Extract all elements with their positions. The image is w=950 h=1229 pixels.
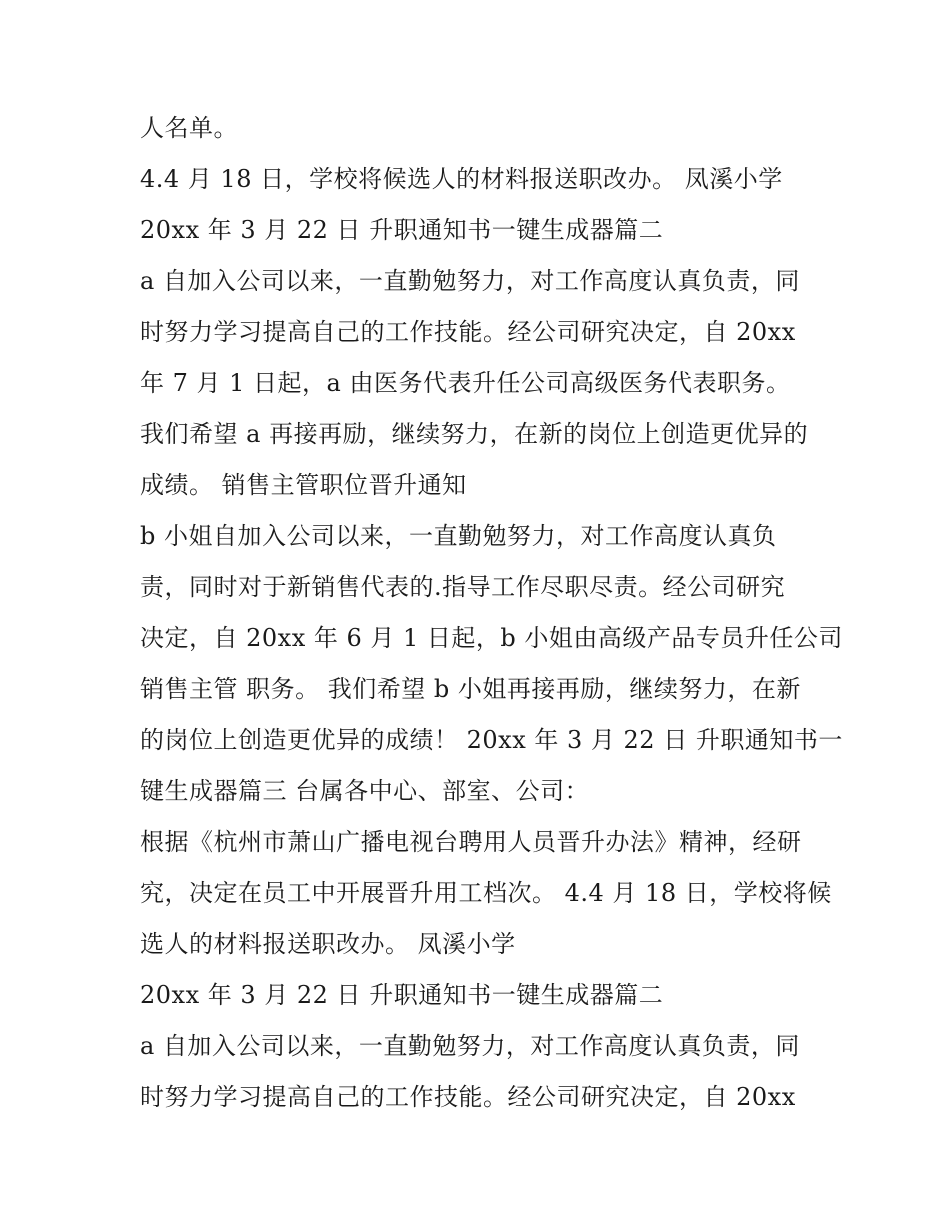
text-line: a 自加入公司以来，一直勤勉努力，对工作高度认真负责，同: [140, 267, 800, 295]
text-line: 我们希望 a 再接再励，继续努力，在新的岗位上创造更优异的: [140, 420, 809, 448]
text-line: 20xx 年 3 月 22 日 升职通知书一键生成器篇二: [140, 981, 664, 1009]
text-line: 成绩。 销售主管职位晋升通知: [140, 471, 467, 499]
text-line: 究，决定在员工中开展晋升用工档次。 4.4 月 18 日，学校将候: [140, 879, 832, 907]
text-line: b 小姐自加入公司以来，一直勤勉努力，对工作高度认真负: [140, 522, 777, 550]
text-line: 根据《杭州市萧山广播电视台聘用人员晋升办法》精神，经研: [140, 828, 802, 856]
text-line: 责，同时对于新销售代表的.指导工作尽职尽责。经公司研究: [140, 573, 786, 601]
text-line: 人名单。: [140, 114, 238, 142]
text-line: a 自加入公司以来，一直勤勉努力，对工作高度认真负责，同: [140, 1032, 800, 1060]
text-line: 年 7 月 1 日起，a 由医务代表升任公司高级医务代表职务。: [140, 369, 791, 397]
text-line: 4.4 月 18 日，学校将候选人的材料报送职改办。 凤溪小学: [140, 165, 783, 193]
text-line: 销售主管 职务。 我们希望 b 小姐再接再励，继续努力，在新: [140, 675, 801, 703]
text-line: 20xx 年 3 月 22 日 升职通知书一键生成器篇二: [140, 216, 664, 244]
text-line: 时努力学习提高自己的工作技能。经公司研究决定，自 20xx: [140, 1083, 796, 1111]
text-line: 选人的材料报送职改办。 凤溪小学: [140, 930, 516, 958]
text-line: 的岗位上创造更优异的成绩！ 20xx 年 3 月 22 日 升职通知书一: [140, 726, 843, 754]
text-line: 时努力学习提高自己的工作技能。经公司研究决定，自 20xx: [140, 318, 796, 346]
text-line: 键生成器篇三 台属各中心、部室、公司：: [140, 777, 590, 805]
text-line: 决定，自 20xx 年 6 月 1 日起，b 小姐由高级产品专员升任公司: [140, 624, 843, 652]
